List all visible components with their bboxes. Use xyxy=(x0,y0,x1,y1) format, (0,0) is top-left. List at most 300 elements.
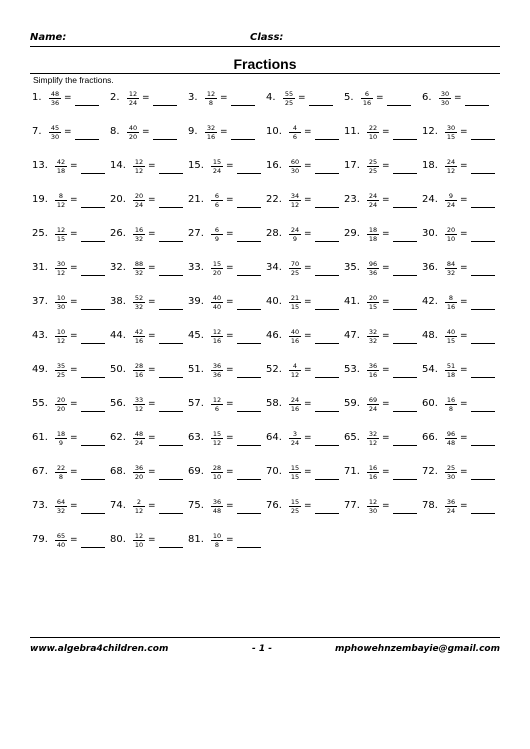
fraction-numerator: 52 xyxy=(134,294,144,302)
fraction xyxy=(445,124,457,141)
fraction-denominator: 24 xyxy=(212,167,222,175)
fraction-numerator: 12 xyxy=(128,90,138,98)
fraction-numerator: 35 xyxy=(56,362,66,370)
problem-item xyxy=(32,188,110,222)
answer-blank[interactable] xyxy=(81,309,105,310)
fraction xyxy=(133,498,145,515)
fraction-denominator: 30 xyxy=(440,99,450,107)
fraction xyxy=(367,430,379,447)
fraction xyxy=(289,328,301,345)
fraction xyxy=(133,362,145,379)
equals-sign: = xyxy=(460,127,468,137)
fraction-numerator: 15 xyxy=(212,158,222,166)
problem-item xyxy=(188,460,266,494)
footer-page-number: - 1 - xyxy=(252,644,272,654)
answer-blank[interactable] xyxy=(231,105,255,106)
problem-number: 29. xyxy=(344,228,360,239)
answer-blank[interactable] xyxy=(159,173,183,174)
answer-blank[interactable] xyxy=(315,377,339,378)
answer-blank[interactable] xyxy=(159,479,183,480)
problem-row xyxy=(32,154,502,188)
problem-item xyxy=(266,290,344,324)
answer-blank[interactable] xyxy=(315,479,339,480)
problem-item xyxy=(110,154,188,188)
fraction-numerator: 9 xyxy=(445,192,457,201)
fraction xyxy=(133,158,145,175)
fraction xyxy=(289,430,301,447)
fraction-numerator: 51 xyxy=(446,362,456,370)
equals-sign: = xyxy=(304,467,312,477)
fraction xyxy=(445,158,457,175)
answer-blank[interactable] xyxy=(81,479,105,480)
problem-number: 46. xyxy=(266,330,282,341)
fraction xyxy=(289,124,301,141)
answer-blank[interactable] xyxy=(315,241,339,242)
problem-item xyxy=(422,426,500,460)
fraction-numerator: 10 xyxy=(212,532,222,540)
fraction-denominator: 24 xyxy=(290,439,300,447)
answer-blank[interactable] xyxy=(471,343,495,344)
problem-item xyxy=(188,290,266,324)
fraction-numerator: 10 xyxy=(56,328,66,336)
fraction-denominator: 30 xyxy=(446,473,456,481)
answer-blank[interactable] xyxy=(237,241,261,242)
answer-blank[interactable] xyxy=(81,513,105,514)
fraction xyxy=(133,328,145,345)
problem-item xyxy=(344,188,422,222)
fraction xyxy=(55,498,67,515)
problem-item xyxy=(266,494,344,528)
equals-sign: = xyxy=(148,399,156,409)
problem-number: 13. xyxy=(32,160,48,171)
problem-number: 9. xyxy=(188,126,198,137)
fraction-numerator: 88 xyxy=(134,260,144,268)
fraction-numerator: 15 xyxy=(290,498,300,506)
fraction-denominator: 20 xyxy=(212,269,222,277)
fraction-denominator: 12 xyxy=(56,337,66,345)
answer-blank[interactable] xyxy=(465,105,489,106)
fraction-numerator: 36 xyxy=(212,362,222,370)
answer-blank[interactable] xyxy=(75,105,99,106)
equals-sign: = xyxy=(460,229,468,239)
answer-blank[interactable] xyxy=(237,343,261,344)
fraction-numerator: 32 xyxy=(206,124,216,132)
problem-number: 79. xyxy=(32,534,48,545)
answer-blank[interactable] xyxy=(393,241,417,242)
answer-blank[interactable] xyxy=(471,445,495,446)
problem-item xyxy=(422,86,500,120)
problem-grid xyxy=(32,86,502,562)
problem-number: 21. xyxy=(188,194,204,205)
fraction-numerator: 12 xyxy=(212,396,222,404)
problem-item xyxy=(422,494,500,528)
fraction xyxy=(367,158,379,175)
fraction-numerator: 30 xyxy=(56,260,66,268)
problem-item xyxy=(32,528,110,562)
answer-blank[interactable] xyxy=(471,377,495,378)
problem-item xyxy=(422,256,500,290)
header-row xyxy=(30,32,500,47)
equals-sign: = xyxy=(460,331,468,341)
fraction-denominator: 25 xyxy=(284,99,294,107)
fraction xyxy=(55,260,67,277)
equals-sign: = xyxy=(460,161,468,171)
fraction-numerator: 18 xyxy=(368,226,378,234)
problem-number: 48. xyxy=(422,330,438,341)
equals-sign: = xyxy=(304,501,312,511)
fraction-numerator: 42 xyxy=(134,328,144,336)
fraction xyxy=(55,430,67,447)
fraction-denominator: 10 xyxy=(446,235,456,243)
equals-sign: = xyxy=(376,93,384,103)
fraction xyxy=(445,294,457,311)
fraction xyxy=(211,294,223,311)
problem-number: 1. xyxy=(32,92,42,103)
fraction xyxy=(445,192,457,209)
equals-sign: = xyxy=(460,297,468,307)
fraction-denominator: 40 xyxy=(212,303,222,311)
equals-sign: = xyxy=(460,195,468,205)
problem-number: 70. xyxy=(266,466,282,477)
answer-blank[interactable] xyxy=(153,105,177,106)
answer-blank[interactable] xyxy=(81,343,105,344)
answer-blank[interactable] xyxy=(393,309,417,310)
problem-item xyxy=(266,426,344,460)
answer-blank[interactable] xyxy=(471,207,495,208)
problem-item xyxy=(188,154,266,188)
fraction xyxy=(367,464,379,481)
problem-item xyxy=(266,324,344,358)
problem-item xyxy=(32,154,110,188)
answer-blank[interactable] xyxy=(159,241,183,242)
fraction xyxy=(289,158,301,175)
equals-sign: = xyxy=(148,331,156,341)
problem-number: 7. xyxy=(32,126,42,137)
answer-blank[interactable] xyxy=(237,513,261,514)
problem-number: 15. xyxy=(188,160,204,171)
answer-blank[interactable] xyxy=(81,173,105,174)
problem-item xyxy=(188,358,266,392)
fraction-numerator: 12 xyxy=(206,90,216,98)
answer-blank[interactable] xyxy=(393,377,417,378)
equals-sign: = xyxy=(460,501,468,511)
fraction-numerator: 12 xyxy=(56,226,66,234)
page-title: Fractions xyxy=(233,56,297,72)
footer xyxy=(30,637,500,654)
fraction xyxy=(445,362,457,379)
fraction-numerator: 20 xyxy=(368,294,378,302)
answer-blank[interactable] xyxy=(237,275,261,276)
fraction-numerator: 33 xyxy=(134,396,144,404)
answer-blank[interactable] xyxy=(237,207,261,208)
equals-sign: = xyxy=(304,195,312,205)
fraction-numerator: 96 xyxy=(368,260,378,268)
problem-number: 33. xyxy=(188,262,204,273)
fraction-denominator: 18 xyxy=(446,371,456,379)
problem-number: 37. xyxy=(32,296,48,307)
equals-sign: = xyxy=(454,93,462,103)
answer-blank[interactable] xyxy=(159,275,183,276)
fraction xyxy=(445,396,457,413)
problem-number: 61. xyxy=(32,432,48,443)
fraction-denominator: 12 xyxy=(134,405,144,413)
problem-item xyxy=(422,460,500,494)
problem-number: 11. xyxy=(344,126,360,137)
problem-item xyxy=(422,154,500,188)
fraction-numerator: 8 xyxy=(55,192,67,201)
answer-blank[interactable] xyxy=(471,241,495,242)
fraction xyxy=(133,430,145,447)
answer-blank[interactable] xyxy=(471,479,495,480)
equals-sign: = xyxy=(460,263,468,273)
answer-blank[interactable] xyxy=(393,445,417,446)
fraction-numerator: 16 xyxy=(446,396,456,404)
problem-item xyxy=(188,392,266,426)
answer-blank[interactable] xyxy=(471,173,495,174)
fraction-numerator: 6 xyxy=(211,226,223,235)
answer-blank[interactable] xyxy=(315,207,339,208)
fraction-denominator: 48 xyxy=(446,439,456,447)
equals-sign: = xyxy=(382,161,390,171)
fraction-denominator: 16 xyxy=(368,473,378,481)
problem-item xyxy=(110,426,188,460)
instructions: Simplify the fractions. xyxy=(33,75,114,85)
fraction xyxy=(49,90,61,107)
answer-blank[interactable] xyxy=(237,445,261,446)
fraction xyxy=(133,294,145,311)
fraction-denominator: 18 xyxy=(56,167,66,175)
equals-sign: = xyxy=(148,433,156,443)
problem-row xyxy=(32,290,502,324)
fraction xyxy=(127,124,139,141)
fraction-numerator: 84 xyxy=(446,260,456,268)
problem-number: 2. xyxy=(110,92,120,103)
equals-sign: = xyxy=(148,501,156,511)
answer-blank[interactable] xyxy=(237,479,261,480)
fraction-numerator: 48 xyxy=(134,430,144,438)
answer-blank[interactable] xyxy=(237,377,261,378)
problem-number: 16. xyxy=(266,160,282,171)
problem-number: 3. xyxy=(188,92,198,103)
answer-blank[interactable] xyxy=(393,343,417,344)
equals-sign: = xyxy=(382,263,390,273)
answer-blank[interactable] xyxy=(81,241,105,242)
fraction-numerator: 4 xyxy=(289,362,301,371)
answer-blank[interactable] xyxy=(471,275,495,276)
answer-blank[interactable] xyxy=(159,547,183,548)
name-label: Name: xyxy=(30,32,67,43)
problem-item xyxy=(32,460,110,494)
fraction-numerator: 25 xyxy=(368,158,378,166)
footer-website[interactable]: www.algebra4children.com xyxy=(30,644,169,654)
problem-item xyxy=(344,392,422,426)
equals-sign: = xyxy=(460,365,468,375)
footer-email[interactable]: mphowehnzembayie@gmail.com xyxy=(334,644,500,654)
fraction-denominator: 32 xyxy=(134,269,144,277)
fraction-numerator: 2 xyxy=(133,498,145,507)
answer-blank[interactable] xyxy=(159,445,183,446)
fraction-denominator: 16 xyxy=(134,337,144,345)
fraction xyxy=(133,192,145,209)
answer-blank[interactable] xyxy=(237,309,261,310)
problem-item xyxy=(422,358,500,392)
fraction-denominator: 12 xyxy=(290,201,300,209)
equals-sign: = xyxy=(382,127,390,137)
answer-blank[interactable] xyxy=(471,513,495,514)
equals-sign: = xyxy=(70,501,78,511)
answer-blank[interactable] xyxy=(315,411,339,412)
equals-sign: = xyxy=(70,535,78,545)
fraction-denominator: 9 xyxy=(58,439,64,447)
answer-blank[interactable] xyxy=(387,105,411,106)
problem-number: 4. xyxy=(266,92,276,103)
answer-blank[interactable] xyxy=(159,207,183,208)
fraction xyxy=(211,464,223,481)
answer-blank[interactable] xyxy=(81,275,105,276)
fraction-numerator: 8 xyxy=(445,294,457,303)
equals-sign: = xyxy=(304,331,312,341)
answer-blank[interactable] xyxy=(393,479,417,480)
answer-blank[interactable] xyxy=(237,411,261,412)
equals-sign: = xyxy=(304,127,312,137)
problem-number: 25. xyxy=(32,228,48,239)
fraction-denominator: 12 xyxy=(368,439,378,447)
problem-number: 45. xyxy=(188,330,204,341)
fraction-denominator: 16 xyxy=(134,371,144,379)
fraction-numerator: 12 xyxy=(134,158,144,166)
answer-blank[interactable] xyxy=(315,309,339,310)
fraction-denominator: 24 xyxy=(368,405,378,413)
fraction-numerator: 65 xyxy=(56,532,66,540)
problem-item xyxy=(266,222,344,256)
fraction-denominator: 48 xyxy=(212,507,222,515)
fraction-numerator: 20 xyxy=(134,192,144,200)
answer-blank[interactable] xyxy=(393,207,417,208)
equals-sign: = xyxy=(148,161,156,171)
answer-blank[interactable] xyxy=(393,411,417,412)
problem-item xyxy=(422,188,500,222)
answer-blank[interactable] xyxy=(393,275,417,276)
fraction-numerator: 20 xyxy=(56,396,66,404)
answer-blank[interactable] xyxy=(81,377,105,378)
problem-row xyxy=(32,392,502,426)
fraction-numerator: 12 xyxy=(368,498,378,506)
answer-blank[interactable] xyxy=(315,275,339,276)
problem-item xyxy=(32,222,110,256)
fraction xyxy=(211,260,223,277)
equals-sign: = xyxy=(460,399,468,409)
answer-blank[interactable] xyxy=(315,173,339,174)
answer-blank[interactable] xyxy=(237,547,261,548)
problem-number: 65. xyxy=(344,432,360,443)
answer-blank[interactable] xyxy=(393,513,417,514)
answer-blank[interactable] xyxy=(159,377,183,378)
problem-number: 38. xyxy=(110,296,126,307)
answer-blank[interactable] xyxy=(315,513,339,514)
answer-blank[interactable] xyxy=(81,547,105,548)
problem-number: 60. xyxy=(422,398,438,409)
answer-blank[interactable] xyxy=(237,173,261,174)
answer-blank[interactable] xyxy=(81,411,105,412)
answer-blank[interactable] xyxy=(315,139,339,140)
fraction xyxy=(289,192,301,209)
fraction xyxy=(55,226,67,243)
answer-blank[interactable] xyxy=(393,173,417,174)
fraction-numerator: 40 xyxy=(290,328,300,336)
problem-item xyxy=(110,256,188,290)
problem-number: 6. xyxy=(422,92,432,103)
fraction-numerator: 15 xyxy=(212,260,222,268)
problem-number: 72. xyxy=(422,466,438,477)
fraction-denominator: 16 xyxy=(362,99,372,107)
answer-blank[interactable] xyxy=(471,309,495,310)
answer-blank[interactable] xyxy=(159,309,183,310)
answer-blank[interactable] xyxy=(231,139,255,140)
answer-blank[interactable] xyxy=(75,139,99,140)
equals-sign: = xyxy=(148,195,156,205)
fraction xyxy=(211,328,223,345)
problem-number: 36. xyxy=(422,262,438,273)
answer-blank[interactable] xyxy=(315,343,339,344)
equals-sign: = xyxy=(148,229,156,239)
problem-item xyxy=(344,222,422,256)
fraction-denominator: 18 xyxy=(368,235,378,243)
answer-blank[interactable] xyxy=(393,139,417,140)
problem-row xyxy=(32,256,502,290)
fraction-denominator: 12 xyxy=(56,269,66,277)
answer-blank[interactable] xyxy=(159,411,183,412)
problem-number: 78. xyxy=(422,500,438,511)
problem-number: 34. xyxy=(266,262,282,273)
fraction-numerator: 16 xyxy=(134,226,144,234)
fraction-numerator: 10 xyxy=(56,294,66,302)
answer-blank[interactable] xyxy=(159,343,183,344)
answer-blank[interactable] xyxy=(159,513,183,514)
problem-number: 14. xyxy=(110,160,126,171)
answer-blank[interactable] xyxy=(309,105,333,106)
fraction xyxy=(367,362,379,379)
fraction-denominator: 24 xyxy=(446,201,456,209)
fraction xyxy=(361,90,373,107)
problem-item xyxy=(32,256,110,290)
answer-blank[interactable] xyxy=(315,445,339,446)
problem-item xyxy=(188,86,266,120)
problem-number: 64. xyxy=(266,432,282,443)
fraction xyxy=(445,498,457,515)
fraction-denominator: 15 xyxy=(446,133,456,141)
problem-number: 67. xyxy=(32,466,48,477)
fraction xyxy=(445,226,457,243)
problem-item xyxy=(110,358,188,392)
problem-number: 58. xyxy=(266,398,282,409)
answer-blank[interactable] xyxy=(153,139,177,140)
fraction xyxy=(445,328,457,345)
equals-sign: = xyxy=(298,93,306,103)
answer-blank[interactable] xyxy=(471,411,495,412)
fraction-denominator: 9 xyxy=(292,235,298,243)
equals-sign: = xyxy=(460,433,468,443)
answer-blank[interactable] xyxy=(471,139,495,140)
fraction xyxy=(133,226,145,243)
answer-blank[interactable] xyxy=(81,207,105,208)
fraction xyxy=(367,396,379,413)
equals-sign: = xyxy=(70,195,78,205)
answer-blank[interactable] xyxy=(81,445,105,446)
equals-sign: = xyxy=(70,467,78,477)
fraction-numerator: 28 xyxy=(134,362,144,370)
fraction-denominator: 36 xyxy=(50,99,60,107)
fraction-denominator: 24 xyxy=(446,507,456,515)
